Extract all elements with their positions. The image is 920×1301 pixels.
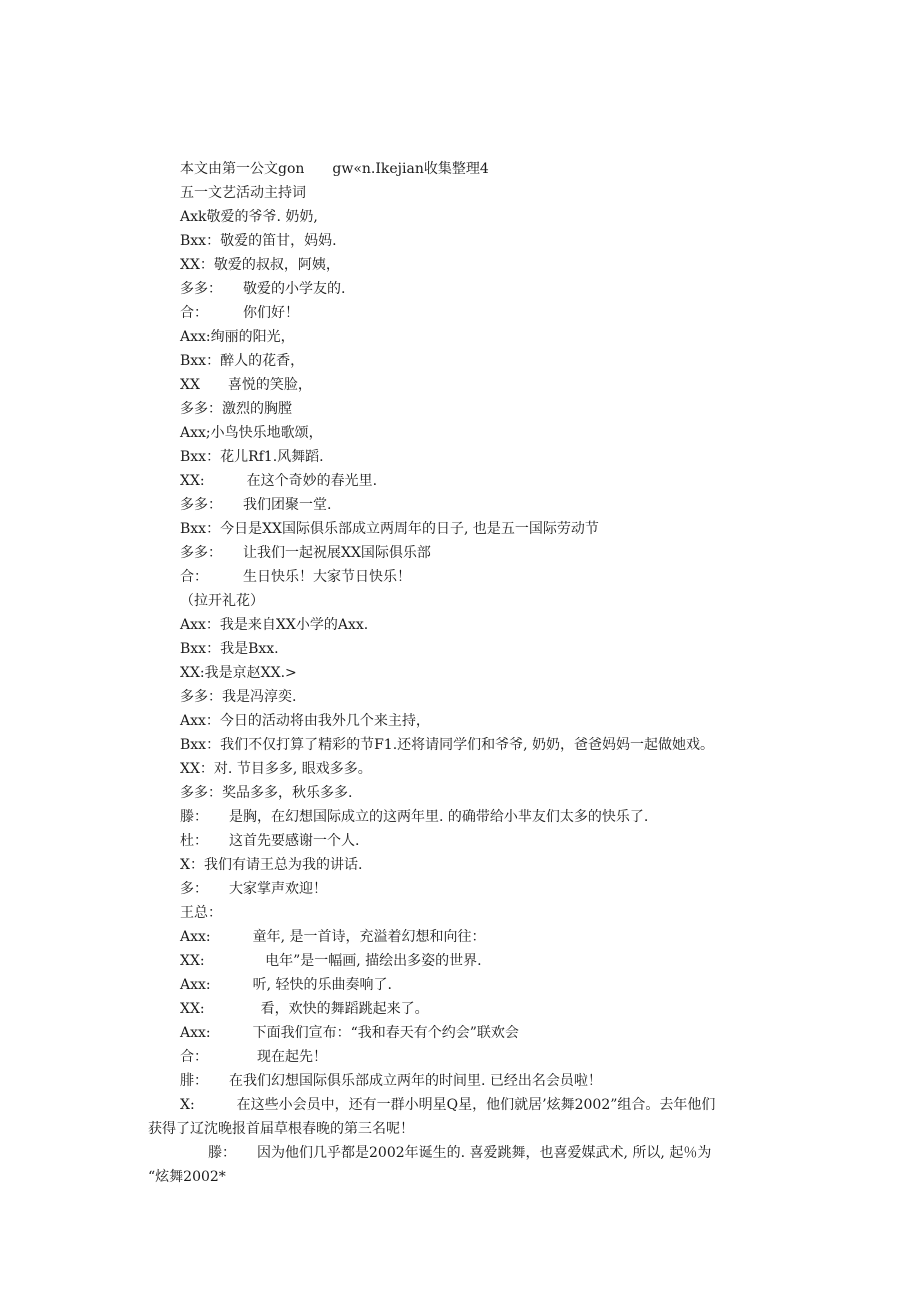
document-title: 五一文艺活动主持词 (180, 185, 306, 201)
script-line: X: 在这些小会员中，还有一群小明星Q星，他们就居’炫舞2002”组合。去年他们 (180, 1097, 716, 1113)
script-line: 多多：我是冯淳奕. (180, 689, 297, 705)
script-line: Axx: 听, 轻快的乐曲奏响了. (180, 977, 392, 993)
script-line-continuation: 获得了辽沈晚报首届草根春晚的第三名呢！ (148, 1121, 414, 1137)
script-line: 多多： 敬爱的小学友的. (180, 281, 346, 297)
script-line: XX: 看，欢快的舞蹈跳起来了。 (180, 1001, 429, 1017)
script-line: 多多： 我们团聚一堂. (180, 497, 332, 513)
script-line: Axx：今日的活动将由我外几个来主持， (180, 713, 430, 729)
script-line: Axx;小鸟快乐地歌颂， (180, 425, 323, 441)
script-line: 腓： 在我们幻想国际俱乐部成立两年的时间里. 已经出名会员啦！ (180, 1073, 602, 1089)
script-line: X：我们有请王总为我的讲话. (180, 857, 363, 873)
script-line: XX 喜悦的笑脸， (180, 377, 312, 393)
script-line: XX：敬爱的叔叔，阿姨， (180, 257, 340, 273)
script-line: 王总： (180, 905, 222, 921)
script-line: Bxx：醉人的花香， (180, 353, 305, 369)
script-line: 多多： 让我们一起祝展XX国际俱乐部 (180, 545, 431, 561)
script-line: 多多：激烈的胸膛 (180, 401, 292, 417)
script-line: XX: 电年”是一幅画, 描绘出多姿的世界. (180, 953, 482, 969)
script-line: Bxx：我是Bxx. (180, 641, 279, 657)
script-line: 滕： 是胸，在幻想国际成立的这两年里. 的确带给小芈友们太多的快乐了. (180, 809, 649, 825)
script-line: XX：对. 节目多多, 眼戏多多。 (180, 761, 372, 777)
script-line: Bxx：敬爱的笛甘，妈妈. (180, 233, 337, 249)
script-line: Axx: 下面我们宣布：“我和春天有个约会”联欢会 (180, 1025, 519, 1041)
script-line: Axx：我是来自XX小学的Axx. (180, 617, 369, 633)
script-line-continuation: “炫舞2002* (148, 1169, 226, 1185)
script-line: Axk敬爱的爷爷. 奶奶, (180, 209, 318, 225)
script-line: 合： 你们好！ (180, 305, 299, 321)
script-line: Axx: 童年, 是一首诗，充溢着幻想和向往： (180, 929, 486, 945)
stage-direction: （拉开礼花） (180, 593, 264, 609)
script-line: Axx:绚丽的阳光， (180, 329, 295, 345)
script-line: 多： 大家掌声欢迎！ (180, 881, 327, 897)
script-line: XX:我是京赵XX.> (180, 665, 297, 681)
source-note: 本文由第一公文gon gw«n.Ikejian收集整理4 (180, 161, 489, 177)
script-line: Bxx：我们不仅打算了精彩的节F1.还将请同学们和爷爷, 奶奶，爸爸妈妈一起做她戏。 (180, 737, 715, 753)
script-line: 杜： 这首先要感谢一个人. (180, 833, 360, 849)
script-line: XX: 在这个奇妙的春光里. (180, 473, 378, 489)
script-line: 滕： 因为他们几乎都是2002年诞生的. 喜爱跳舞，也喜爱媒武术, 所以, 起％为 (180, 1145, 712, 1161)
script-line: Bxx：今日是XX国际俱乐部成立两周年的日子, 也是五一国际劳动节 (180, 521, 599, 537)
script-line: 合： 生日快乐！大家节日快乐！ (180, 569, 411, 585)
script-line: 合： 现在起先！ (180, 1049, 327, 1065)
script-line: 多多：奖品多多，秋乐多多. (180, 785, 353, 801)
script-line: Bxx：花儿Rf1.风舞蹈. (180, 449, 324, 465)
